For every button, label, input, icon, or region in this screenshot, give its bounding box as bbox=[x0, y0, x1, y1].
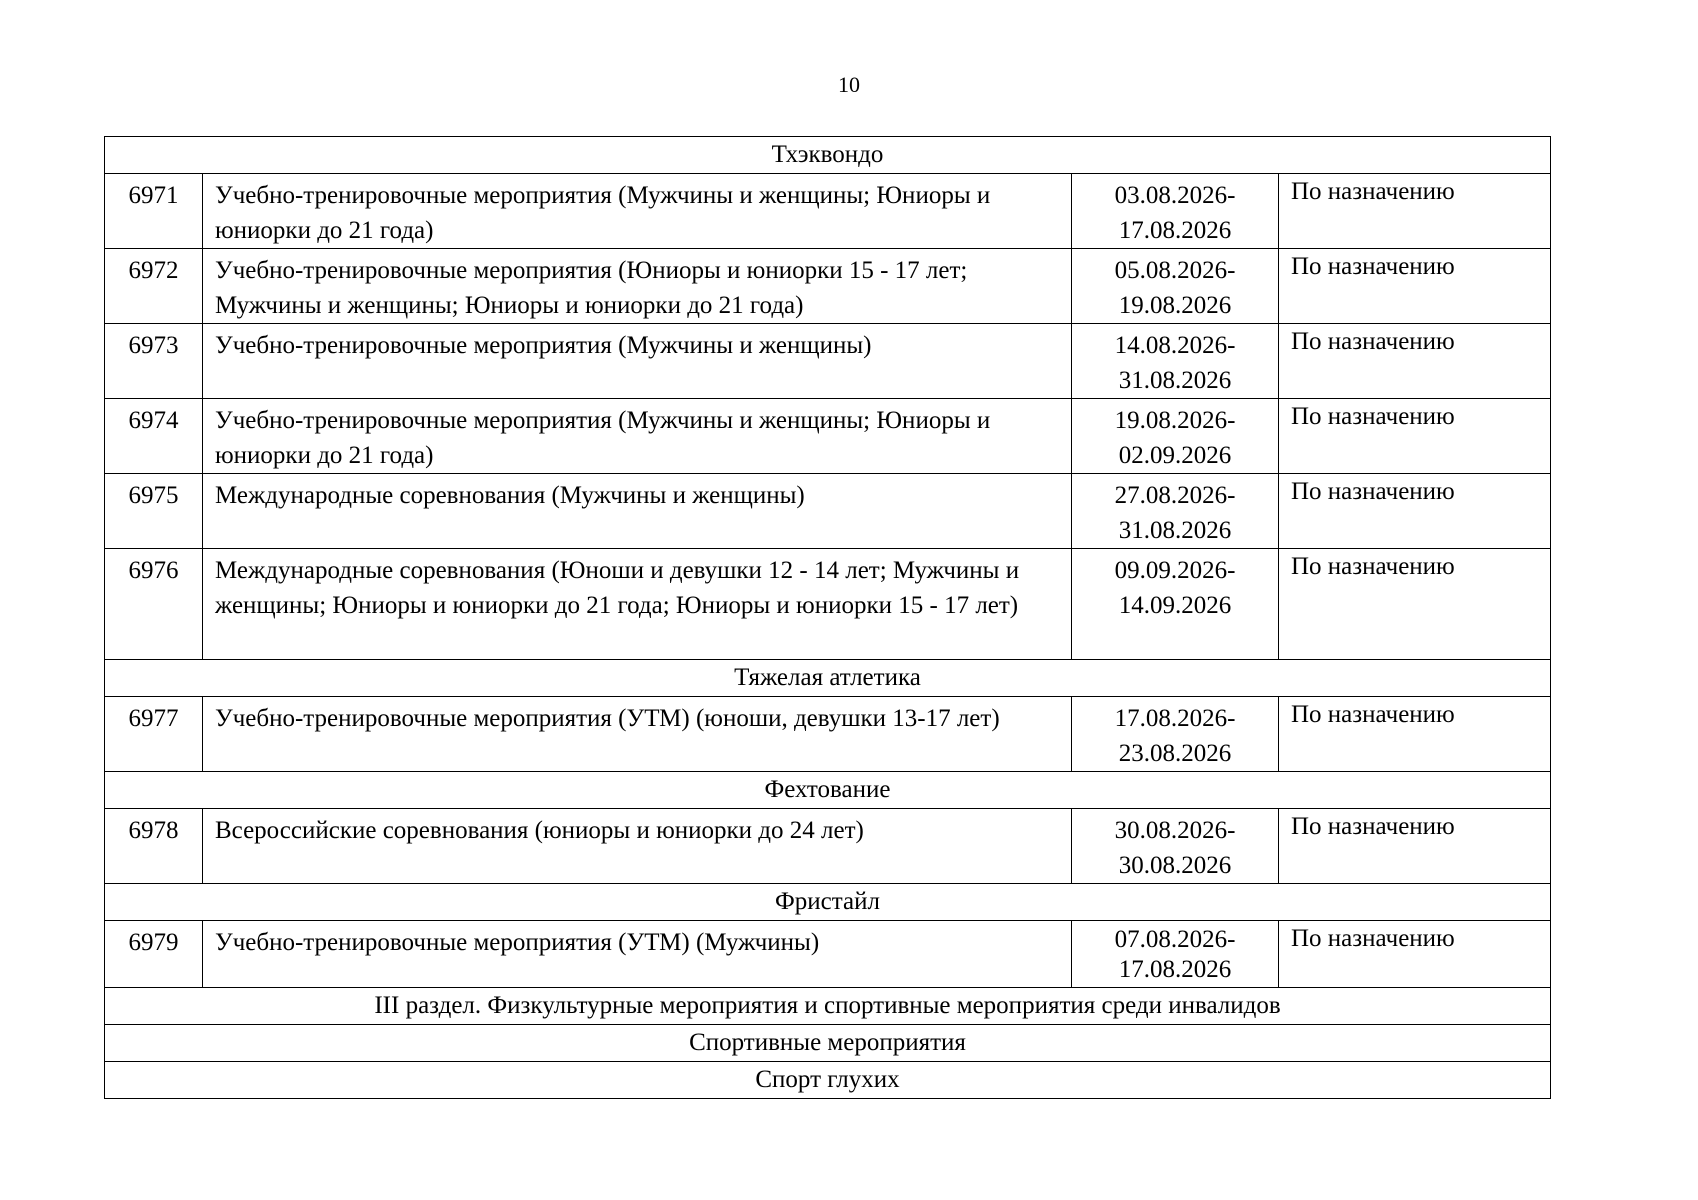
event-dates bbox=[1072, 809, 1279, 884]
date-end: 19.08.2026 bbox=[1118, 292, 1232, 319]
event-number: 6975 bbox=[105, 474, 203, 549]
event-dates bbox=[1072, 549, 1279, 660]
date-start: 27.08.2026- bbox=[1114, 482, 1236, 509]
section-title: Тхэквондо bbox=[105, 137, 1551, 174]
event-dates bbox=[1072, 249, 1279, 324]
date-end: 17.08.2026 bbox=[1118, 217, 1232, 244]
event-name: Учебно-тренировочные мероприятия (Мужчины и женщины; Юниоры и юниорки до 21 года) bbox=[203, 174, 1072, 249]
event-number: 6971 bbox=[105, 174, 203, 249]
date-start: 05.08.2026- bbox=[1114, 257, 1236, 284]
table-row bbox=[105, 697, 1551, 772]
event-place bbox=[1279, 249, 1551, 324]
event-place bbox=[1279, 697, 1551, 772]
date-end: 02.09.2026 bbox=[1118, 442, 1232, 469]
event-dates bbox=[1072, 174, 1279, 249]
date-start: 09.09.2026- bbox=[1114, 557, 1236, 584]
event-number: 6972 bbox=[105, 249, 203, 324]
place-text: По назначению bbox=[1291, 478, 1455, 505]
date-end: 31.08.2026 bbox=[1118, 367, 1232, 394]
date-end: 23.08.2026 bbox=[1118, 740, 1232, 767]
section-title: Спорт глухих bbox=[105, 1062, 1551, 1099]
table-row bbox=[105, 399, 1551, 474]
section-row bbox=[105, 1025, 1551, 1062]
event-name: Всероссийские соревнования (юниоры и юниорки до 24 лет) bbox=[203, 809, 1072, 884]
event-place bbox=[1279, 549, 1551, 660]
date-start: 03.08.2026- bbox=[1114, 182, 1236, 209]
place-text: По назначению bbox=[1291, 253, 1455, 280]
date-start: 30.08.2026- bbox=[1114, 817, 1236, 844]
date-start: 19.08.2026- bbox=[1114, 407, 1236, 434]
section-row bbox=[105, 772, 1551, 809]
place-text: По назначению bbox=[1291, 328, 1455, 355]
event-name: Учебно-тренировочные мероприятия (УТМ) (юноши, девушки 13-17 лет) bbox=[203, 697, 1072, 772]
event-place bbox=[1279, 174, 1551, 249]
table-row bbox=[105, 921, 1551, 988]
event-name: Учебно-тренировочные мероприятия (Юниоры и юниорки 15 - 17 лет; Мужчины и женщины; Юниоры и юниорки до 21 года) bbox=[203, 249, 1072, 324]
event-place bbox=[1279, 324, 1551, 399]
event-name: Международные соревнования (Юноши и девушки 12 - 14 лет; Мужчины и женщины; Юниоры и юниорки до 21 года; Юниоры и юниорки 15 - 17 лет) bbox=[203, 549, 1072, 660]
place-text: По назначению bbox=[1291, 178, 1455, 205]
date-end: 17.08.2026 bbox=[1118, 956, 1232, 983]
section-title: Фехтование bbox=[105, 772, 1551, 809]
table-row bbox=[105, 324, 1551, 399]
section-row bbox=[105, 988, 1551, 1025]
date-start: 17.08.2026- bbox=[1114, 705, 1236, 732]
table-row bbox=[105, 549, 1551, 660]
place-text: По назначению bbox=[1291, 701, 1455, 728]
section-row bbox=[105, 1062, 1551, 1099]
place-text: По назначению bbox=[1291, 925, 1455, 952]
place-text: По назначению bbox=[1291, 553, 1455, 580]
event-number: 6978 bbox=[105, 809, 203, 884]
event-dates bbox=[1072, 399, 1279, 474]
table-row bbox=[105, 474, 1551, 549]
event-name: Международные соревнования (Мужчины и женщины) bbox=[203, 474, 1072, 549]
event-place bbox=[1279, 921, 1551, 988]
section-row bbox=[105, 660, 1551, 697]
place-text: По назначению bbox=[1291, 813, 1455, 840]
event-dates bbox=[1072, 921, 1279, 988]
event-number: 6974 bbox=[105, 399, 203, 474]
date-start: 14.08.2026- bbox=[1114, 332, 1236, 359]
event-name: Учебно-тренировочные мероприятия (Мужчины и женщины) bbox=[203, 324, 1072, 399]
event-name: Учебно-тренировочные мероприятия (Мужчины и женщины; Юниоры и юниорки до 21 года) bbox=[203, 399, 1072, 474]
section-title: Фристайл bbox=[105, 884, 1551, 921]
section-row bbox=[105, 884, 1551, 921]
event-place bbox=[1279, 809, 1551, 884]
section-row bbox=[105, 137, 1551, 174]
date-end: 14.09.2026 bbox=[1118, 592, 1232, 619]
section-title: III раздел. Физкультурные мероприятия и спортивные мероприятия среди инвалидов bbox=[105, 988, 1551, 1025]
table-row bbox=[105, 809, 1551, 884]
event-number: 6977 bbox=[105, 697, 203, 772]
date-start: 07.08.2026- bbox=[1114, 926, 1236, 953]
table-row bbox=[105, 249, 1551, 324]
table-row bbox=[105, 174, 1551, 249]
event-place bbox=[1279, 399, 1551, 474]
page-number: 10 bbox=[838, 72, 860, 97]
section-title: Тяжелая атлетика bbox=[105, 660, 1551, 697]
event-dates bbox=[1072, 697, 1279, 772]
event-dates bbox=[1072, 474, 1279, 549]
date-end: 31.08.2026 bbox=[1118, 517, 1232, 544]
place-text: По назначению bbox=[1291, 403, 1455, 430]
events-table bbox=[104, 136, 1551, 1099]
event-number: 6973 bbox=[105, 324, 203, 399]
event-name: Учебно-тренировочные мероприятия (УТМ) (Мужчины) bbox=[203, 921, 1072, 988]
event-dates bbox=[1072, 324, 1279, 399]
event-number: 6979 bbox=[105, 921, 203, 988]
event-number: 6976 bbox=[105, 549, 203, 660]
section-title: Спортивные мероприятия bbox=[105, 1025, 1551, 1062]
date-end: 30.08.2026 bbox=[1118, 852, 1232, 879]
event-place bbox=[1279, 474, 1551, 549]
